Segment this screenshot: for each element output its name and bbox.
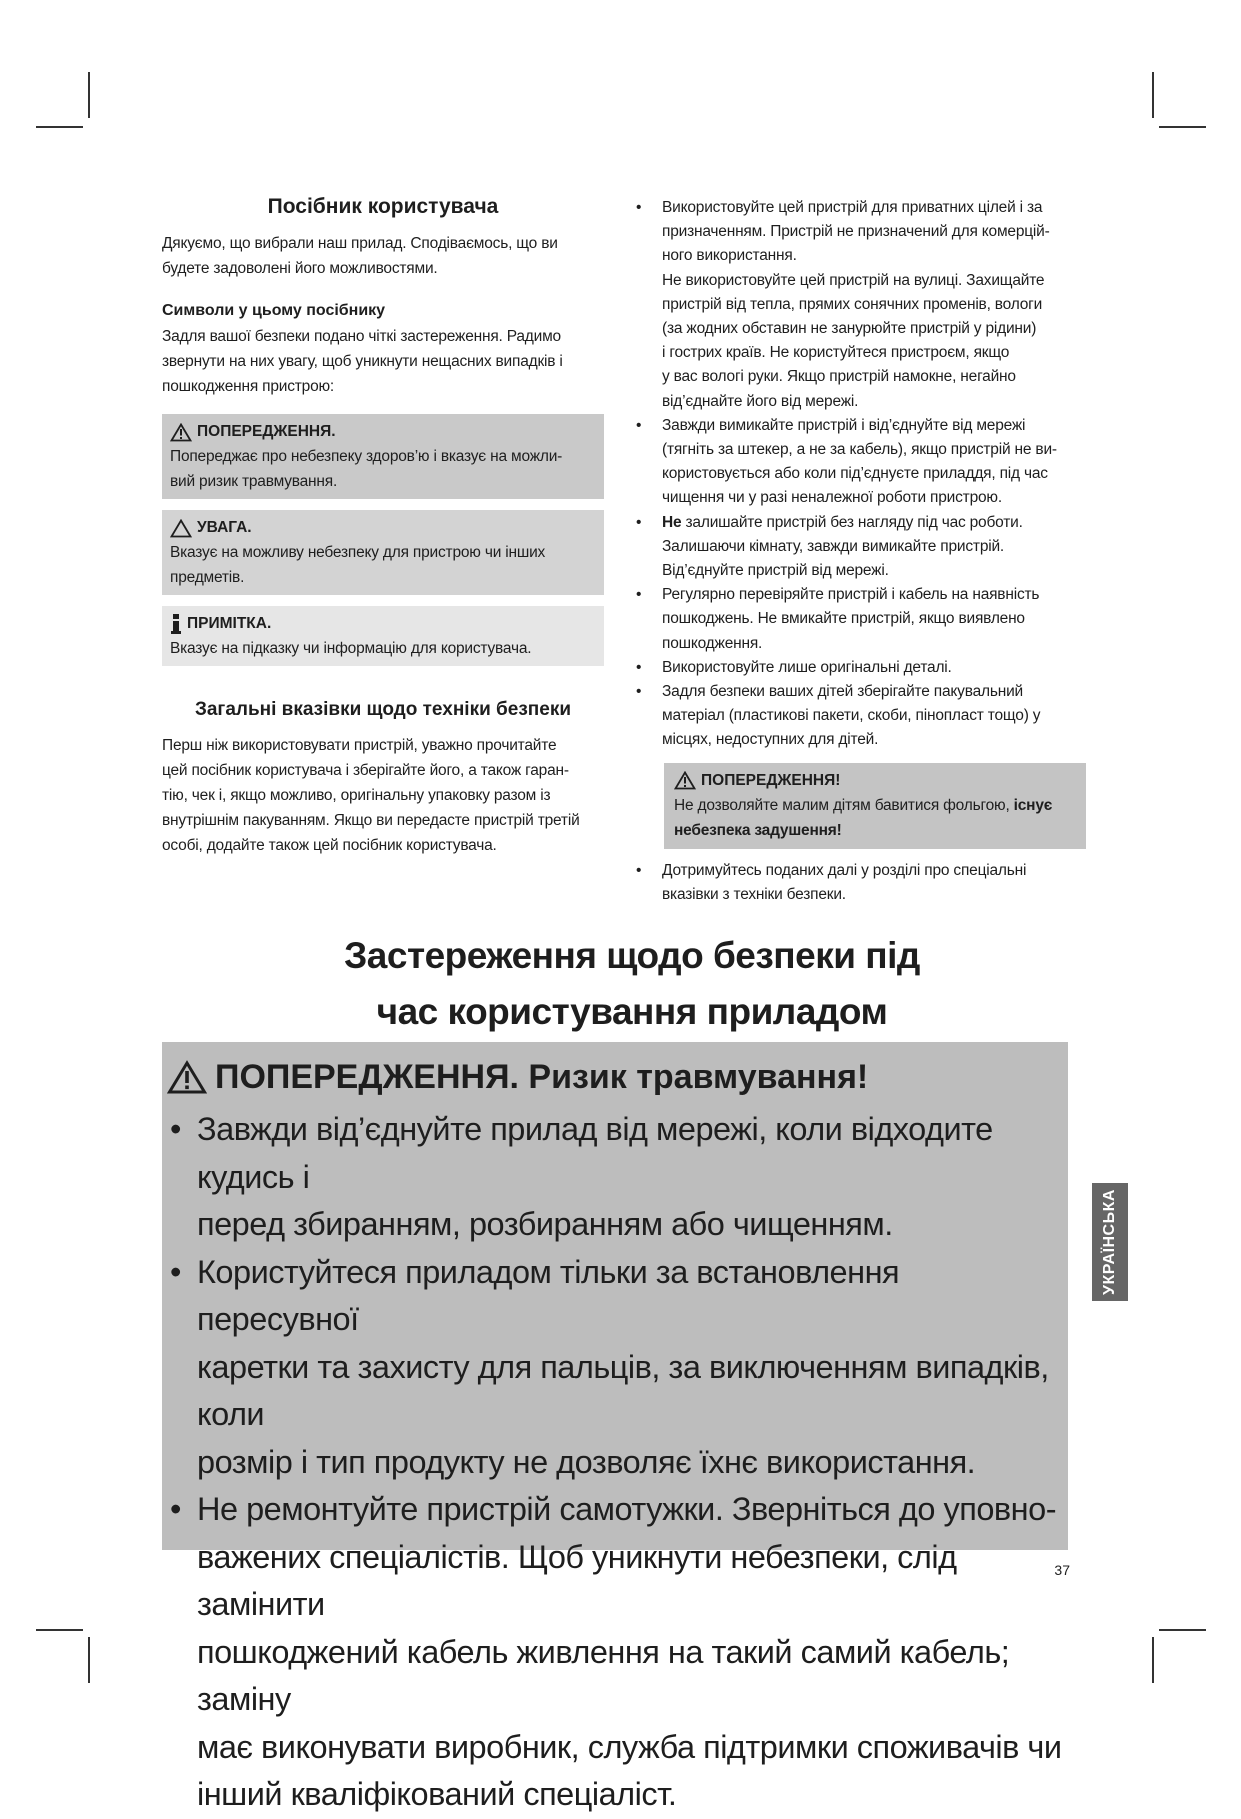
list-item [162, 1534, 1068, 1629]
warning-box-title-row [170, 420, 596, 444]
list-line: перед збиранням, розбиранням або чищенням. [197, 1206, 893, 1242]
list-line: має виконувати виробник, служба підтримки споживачів чи [197, 1728, 1062, 1765]
list-item [636, 365, 1086, 389]
intro-line: будете задоволені його можливостями. [162, 260, 438, 277]
list-line: пошкоджений кабель живлення на такий самий кабель; заміну [197, 1633, 1010, 1717]
list-item [636, 583, 1086, 607]
symbols-line: пошкодження пристрою: [162, 378, 335, 395]
bullet: • [170, 1253, 181, 1290]
list-line: Задля безпеки ваших дітей зберігайте пакувальний [662, 683, 1024, 701]
general-line: внутрішнім пакуванням. Якщо ви передасте пристрій третій [162, 812, 580, 829]
safety-list [636, 196, 1086, 753]
list-item [162, 1629, 1068, 1724]
list-line: призначенням. Пристрій не призначений для комерцій- [662, 223, 1050, 241]
list-item [636, 486, 1086, 510]
list-item [636, 680, 1086, 704]
crop-mark [1159, 1629, 1206, 1631]
bullet: • [636, 586, 642, 604]
list-line: вказівки з техніки безпеки. [662, 885, 846, 903]
list-line: інший кваліфікований спеціаліст. [197, 1776, 677, 1812]
safety-list-end [636, 859, 1086, 907]
list-item [162, 1201, 1068, 1249]
crop-mark [1152, 72, 1154, 118]
list-bold-word: Не [662, 513, 682, 531]
list-item [636, 196, 1086, 220]
list-item [636, 883, 1086, 907]
main-title-line: час користування приладом [376, 991, 888, 1032]
list-item [162, 1344, 1068, 1439]
manual-title: Посібник користувача [267, 195, 499, 218]
bullet: • [636, 683, 642, 701]
general-safety-heading: Загальні вказівки щодо техніки безпеки [194, 699, 572, 720]
general-line: Перш ніж використовувати пристрій, уважно прочитайте [162, 737, 557, 754]
warning-triangle-icon [170, 423, 192, 442]
list-line: пристрій від тепла, прямих сонячних променів, вологи [662, 295, 1043, 313]
list-line: (за жодних обставин не занурюйте пристрій у рідини) [662, 320, 1037, 338]
page-number: 37 [1054, 1562, 1070, 1578]
suffocation-warning-line: небезпека задушення! [674, 821, 842, 839]
list-item [636, 414, 1086, 438]
list-line: пошкодження. [662, 634, 763, 652]
bullet: • [636, 861, 642, 879]
list-item [636, 511, 1086, 535]
list-line: місцях, недоступних для дітей. [662, 731, 879, 749]
warning-box-title: ПОПЕРЕДЖЕННЯ. [197, 423, 336, 440]
language-side-tab [1092, 1183, 1128, 1301]
injury-warning-title: ПОПЕРЕДЖЕННЯ. Ризик травмування! [215, 1057, 869, 1096]
list-item [162, 1486, 1068, 1534]
list-line: Завжди вимикайте пристрій і від’єднуйте від мережі [662, 416, 1026, 434]
note-box-title-row [170, 612, 596, 636]
left-column [162, 195, 604, 858]
injury-warning-list [162, 1106, 1068, 1819]
suffocation-warning-bold: існує [1013, 796, 1053, 814]
list-line: залишайте пристрій без нагляду під час роботи. [681, 513, 1023, 531]
list-item [162, 1439, 1068, 1487]
list-item [636, 341, 1086, 365]
suffocation-warning-text: Не дозволяйте малим дітям бавитися фольгою, [674, 796, 1014, 814]
list-item [636, 462, 1086, 486]
list-line: матеріал (пластикові пакети, скоби, пінопласт тощо) у [662, 707, 1041, 725]
list-item [636, 728, 1086, 752]
crop-mark [36, 126, 83, 128]
list-item [636, 269, 1086, 293]
main-title-line: Застереження щодо безпеки під [344, 935, 920, 976]
bullet: • [170, 1491, 181, 1527]
caution-box-title: УВАГА. [197, 519, 252, 536]
crop-mark [36, 1629, 83, 1631]
bullet: • [170, 1111, 181, 1147]
list-line: Не використовуйте цей пристрій на вулиці. Захищайте [662, 271, 1045, 289]
list-line: пошкоджень. Не вмикайте пристрій, якщо виявлено [662, 610, 1025, 628]
warning-box-line: Попереджає про небезпеку здоров’ю і вказує на можли- [170, 448, 563, 465]
list-item [162, 1106, 1068, 1201]
list-line: розмір і тип продукту не дозволяє їхнє використання. [197, 1443, 976, 1480]
caution-triangle-icon [170, 519, 192, 538]
list-line: (тягніть за штекер, а не за кабель), якщо пристрій не ви- [662, 441, 1057, 459]
list-item [636, 632, 1086, 656]
list-line: користовується або коли під’єднуєте приладдя, під час [662, 465, 1048, 483]
main-safety-title [162, 928, 1102, 1040]
general-line: цей посібник користувача і зберігайте його, а також гаран- [162, 762, 569, 779]
intro-line: Дякуємо, що вибрали наш прилад. Сподіваємось, що ви [162, 235, 558, 252]
list-item [162, 1724, 1068, 1772]
list-item [636, 390, 1086, 414]
note-box-title: ПРИМІТКА. [187, 615, 272, 632]
crop-mark [88, 72, 90, 118]
list-item [636, 220, 1086, 244]
bullet: • [636, 513, 642, 531]
caution-box-line: предметів. [170, 569, 245, 586]
crop-mark [1159, 126, 1206, 128]
right-column [636, 196, 1086, 907]
list-item [636, 244, 1086, 268]
list-item [162, 1249, 1068, 1344]
language-label: УКРАЇНСЬКА [1101, 1189, 1119, 1295]
list-item [636, 656, 1086, 680]
list-line: Використовуйте цей пристрій для приватних цілей і за [662, 199, 1043, 216]
list-line: Користуйтеся приладом тільки за встановлення пересувної [197, 1253, 900, 1337]
warning-box-line: вий ризик травмування. [170, 473, 338, 490]
general-line: особі, додайте також цей посібник користувача. [162, 837, 497, 854]
list-line: Використовуйте лише оригінальні деталі. [662, 658, 952, 676]
crop-mark [1152, 1637, 1154, 1683]
list-line: від’єднайте його від мережі. [662, 392, 859, 410]
crop-mark [88, 1637, 90, 1683]
bullet: • [636, 658, 642, 676]
bullet: • [636, 199, 642, 216]
list-item [636, 293, 1086, 317]
suffocation-warning-title: ПОПЕРЕДЖЕННЯ! [701, 771, 841, 789]
symbols-line: звернути на них увагу, щоб уникнути нещасних випадків і [162, 353, 563, 370]
symbols-line: Задля вашої безпеки подано чіткі застереження. Радимо [162, 328, 561, 345]
list-item [636, 438, 1086, 462]
list-item [636, 535, 1086, 559]
list-item [162, 1771, 1068, 1819]
list-line: і гострих країв. Не користуйтеся пристроєм, якщо [662, 344, 1010, 362]
list-line: у вас вологі руки. Якщо пристрій намокне, негайно [662, 368, 1016, 386]
list-line: Дотримуйтесь поданих далі у розділі про спеціальні [662, 861, 1027, 879]
injury-warning-title-row [162, 1050, 1068, 1104]
note-box [162, 606, 604, 666]
list-line: Регулярно перевіряйте пристрій і кабель на наявність [662, 586, 1040, 604]
list-line: Від’єднуйте пристрій від мережі. [662, 562, 889, 580]
suffocation-warning-title-row [674, 769, 1078, 793]
list-line: каретки та захисту для пальців, за виключенням випадків, коли [197, 1348, 1049, 1432]
info-icon [170, 614, 182, 634]
warning-triangle-icon [674, 771, 696, 790]
list-line: Не ремонтуйте пристрій самотужки. Зверніться до уповно- [197, 1491, 1057, 1527]
caution-box [162, 510, 604, 595]
warning-box [162, 414, 604, 499]
list-item [636, 704, 1086, 728]
suffocation-warning-box [664, 763, 1086, 849]
list-item [636, 607, 1086, 631]
caution-box-line: Вказує на можливу небезпеку для пристрою чи інших [170, 544, 546, 561]
symbols-heading: Символи у цьому посібнику [162, 302, 386, 319]
list-item [636, 559, 1086, 583]
list-item [636, 859, 1086, 883]
list-line: чищення чи у разі неналежної роботи пристрою. [662, 489, 1002, 507]
list-line: ного використання. [662, 247, 797, 265]
list-line: Завжди від’єднуйте прилад від мережі, коли відходите кудись і [197, 1111, 993, 1195]
list-item [636, 317, 1086, 341]
list-line: важених спеціалістів. Щоб уникнути небезпеки, слід замінити [197, 1538, 957, 1622]
general-line: тію, чек і, якщо можливо, оригінальну упаковку разом із [162, 787, 551, 804]
suffocation-warning-line [674, 793, 1078, 818]
list-line: Залишаючи кімнату, завжди вимикайте пристрій. [662, 537, 1005, 555]
warning-triangle-icon [167, 1060, 207, 1095]
note-box-line: Вказує на підказку чи інформацію для користувача. [170, 640, 532, 657]
caution-box-title-row [170, 516, 596, 540]
bullet: • [636, 416, 642, 434]
